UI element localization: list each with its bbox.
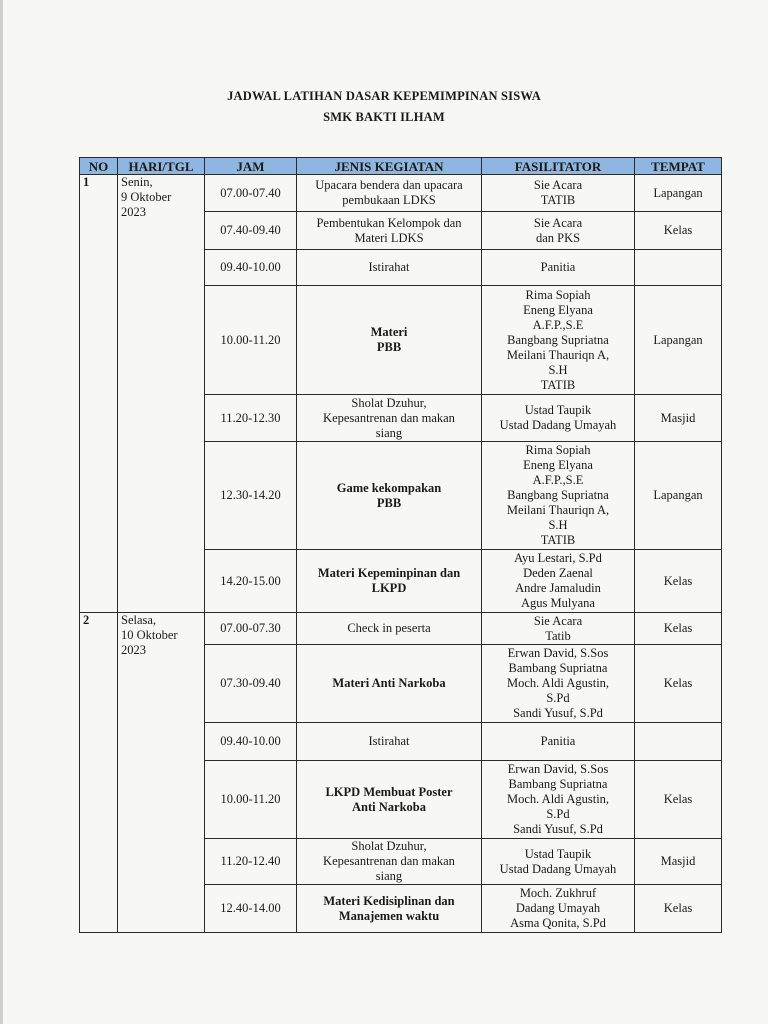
activity-line: Kepesantrenan dan makan [323, 854, 455, 868]
facilitator-line: S.H [548, 518, 568, 532]
activity-line: PBB [376, 340, 402, 354]
facilitator-line: Moch. Aldi Agustin, [506, 676, 610, 690]
activity-line: Game kekompakan [336, 480, 442, 495]
facilitator-line: A.F.P.,S.E [532, 317, 584, 332]
activity-line: Materi [370, 325, 408, 339]
time-slot: 12.40-14.00 [205, 885, 297, 933]
place: Masjid [635, 839, 722, 885]
header-time: JAM [205, 158, 297, 175]
facilitator [482, 550, 635, 613]
facilitator [482, 839, 635, 885]
facilitator-line: TATIB [540, 533, 576, 547]
facilitator [482, 175, 635, 212]
time-slot: 09.40-10.00 [205, 250, 297, 286]
facilitator-line: Bangbang Supriatna [507, 488, 609, 502]
place: Masjid [635, 395, 722, 442]
scan-edge [0, 0, 3, 1024]
facilitator [482, 212, 635, 250]
facilitator [482, 395, 635, 442]
facilitator-line: Meilani Thauriqn A, [506, 347, 610, 362]
activity-line: siang [375, 425, 403, 440]
place: Kelas [635, 885, 722, 933]
facilitator-line: Sie Acara [533, 215, 583, 230]
facilitator [482, 286, 635, 395]
facilitator-line: Panitia [540, 260, 576, 274]
facilitator-line: Rima Sopiah [525, 443, 591, 457]
day-date-line: 9 Oktober [121, 190, 172, 204]
header-place: TEMPAT [635, 158, 722, 175]
place: Lapangan [635, 175, 722, 212]
header-day: HARI/TGL [118, 158, 205, 175]
activity [297, 175, 482, 212]
activity-line: Materi LDKS [354, 230, 424, 245]
activity [297, 613, 482, 645]
table-row [80, 175, 722, 212]
facilitator-line: Erwan David, S.Sos [507, 646, 609, 660]
facilitator-line: Bambang Supriatna [508, 777, 608, 791]
day-date-line: Selasa, [121, 613, 157, 627]
facilitator-line: Deden Zaenal [523, 566, 593, 580]
facilitator [482, 761, 635, 839]
facilitator-line: Bambang Supriatna [508, 661, 608, 675]
time-slot: 09.40-10.00 [205, 723, 297, 761]
schedule-body [80, 175, 722, 933]
facilitator-line: TATIB [540, 193, 576, 207]
day-date [118, 613, 205, 933]
activity-line: PBB [376, 495, 402, 510]
header-no: NO [80, 158, 118, 175]
place: Kelas [635, 761, 722, 839]
facilitator-line: S.Pd [546, 691, 570, 705]
activity [297, 250, 482, 286]
activity-line: Anti Narkoba [352, 799, 426, 814]
activity [297, 645, 482, 723]
activity [297, 839, 482, 885]
table-row [80, 613, 722, 645]
facilitator-line: Ustad Taupik [524, 403, 592, 417]
activity-line: LKPD [371, 581, 407, 595]
time-slot: 10.00-11.20 [205, 286, 297, 395]
activity-line: Pembentukan Kelompok dan [316, 215, 462, 230]
day-date-line: 2023 [121, 205, 146, 219]
place [635, 723, 722, 761]
facilitator-line: Tatib [545, 628, 571, 643]
facilitator [482, 250, 635, 286]
time-slot: 07.40-09.40 [205, 212, 297, 250]
day-date-line: 10 Oktober [121, 628, 178, 642]
day-date-line: Senin, [121, 175, 153, 189]
facilitator-line: Eneng Elyana [523, 458, 593, 472]
activity-line: Sholat Dzuhur, [351, 839, 427, 853]
activity [297, 395, 482, 442]
activity-line: Istirahat [368, 260, 410, 274]
time-slot: 10.00-11.20 [205, 761, 297, 839]
day-number: 1 [80, 175, 118, 613]
facilitator-line: TATIB [540, 377, 576, 392]
facilitator-line: Agus Mulyana [521, 596, 595, 610]
document-title: JADWAL LATIHAN DASAR KEPEMIMPINAN SISWA [227, 89, 541, 103]
day-number: 2 [80, 613, 118, 933]
facilitator-line: Sandi Yusuf, S.Pd [513, 822, 603, 836]
time-slot: 11.20-12.30 [205, 395, 297, 442]
facilitator-line: Ustad Dadang Umayah [499, 418, 617, 432]
activity-line: Sholat Dzuhur, [351, 395, 427, 410]
facilitator-line: Sie Acara [533, 178, 583, 192]
activity [297, 212, 482, 250]
facilitator-line: Andre Jamaludin [515, 581, 601, 595]
facilitator-line: S.Pd [546, 807, 570, 821]
activity-line: Manajemen waktu [338, 908, 440, 923]
activity-line: siang [375, 869, 403, 883]
school-name: SMK BAKTI ILHAM [323, 110, 445, 124]
activity [297, 550, 482, 613]
activity-line: Kepesantrenan dan makan [323, 410, 455, 425]
place [635, 250, 722, 286]
activity [297, 442, 482, 550]
facilitator [482, 442, 635, 550]
facilitator-line: Moch. Aldi Agustin, [506, 792, 610, 806]
facilitator [482, 723, 635, 761]
facilitator-line: Dadang Umayah [515, 901, 601, 915]
time-slot: 07.00-07.40 [205, 175, 297, 212]
schedule-table [79, 157, 722, 933]
activity-line: Materi Anti Narkoba [332, 676, 446, 690]
place: Kelas [635, 550, 722, 613]
time-slot: 07.00-07.30 [205, 613, 297, 645]
place: Kelas [635, 613, 722, 645]
header-activity: JENIS KEGIATAN [297, 158, 482, 175]
facilitator-line: Rima Sopiah [525, 287, 591, 302]
activity [297, 885, 482, 933]
facilitator-line: Sie Acara [533, 613, 583, 628]
facilitator-line: Erwan David, S.Sos [507, 762, 609, 776]
facilitator-line: Asma Qonita, S.Pd [510, 916, 606, 930]
time-slot: 14.20-15.00 [205, 550, 297, 613]
activity-line: Istirahat [368, 734, 410, 748]
activity-line: Check in peserta [347, 621, 431, 635]
facilitator-line: Eneng Elyana [523, 302, 593, 317]
time-slot: 07.30-09.40 [205, 645, 297, 723]
activity [297, 723, 482, 761]
place: Kelas [635, 645, 722, 723]
facilitator-line: Moch. Zukhruf [519, 886, 597, 900]
facilitator-line: Sandi Yusuf, S.Pd [513, 706, 603, 720]
day-date [118, 175, 205, 613]
place: Lapangan [635, 442, 722, 550]
facilitator-line: Meilani Thauriqn A, [506, 503, 610, 517]
day-date-line: 2023 [121, 643, 146, 657]
time-slot: 12.30-14.20 [205, 442, 297, 550]
facilitator-line: Ustad Taupik [524, 846, 592, 861]
activity [297, 761, 482, 839]
facilitator-line: dan PKS [535, 230, 581, 245]
header-facilitator: FASILITATOR [482, 158, 635, 175]
activity-line: Upacara bendera dan upacara [315, 178, 463, 192]
activity [297, 286, 482, 395]
facilitator [482, 645, 635, 723]
facilitator-line: S.H [548, 362, 568, 377]
facilitator-line: Ayu Lestari, S.Pd [514, 551, 602, 565]
facilitator-line: Bangbang Supriatna [507, 332, 609, 347]
time-slot: 11.20-12.40 [205, 839, 297, 885]
activity-line: Materi Kepeminpinan dan [317, 566, 461, 580]
facilitator-line: A.F.P.,S.E [532, 473, 584, 487]
activity-line: pembukaan LDKS [342, 193, 436, 207]
facilitator-line: Ustad Dadang Umayah [499, 861, 617, 876]
facilitator [482, 885, 635, 933]
place: Kelas [635, 212, 722, 250]
facilitator-line: Panitia [540, 734, 576, 748]
table-header-row [80, 158, 722, 175]
activity-line: LKPD Membuat Poster [325, 784, 453, 799]
activity-line: Materi Kedisiplinan dan [323, 893, 455, 908]
place: Lapangan [635, 286, 722, 395]
facilitator [482, 613, 635, 645]
